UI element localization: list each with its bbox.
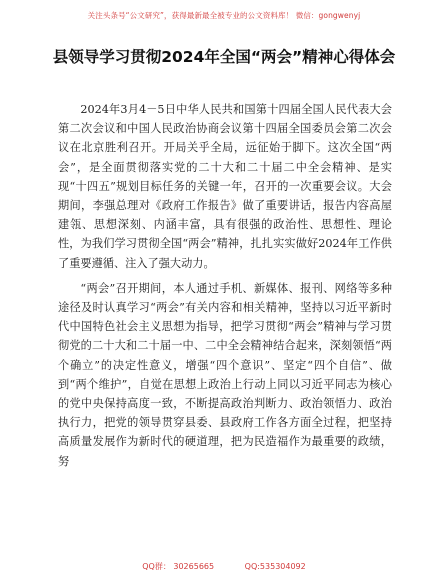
footer-qq: QQ:535304092	[244, 562, 306, 571]
document-body	[58, 100, 392, 471]
header-banner: 关注头条号“公文研究”，获得最新最全被专业的公文资料库！ 微信：gongwenyj	[87, 11, 361, 20]
footer	[0, 561, 448, 572]
footer-qq-group: QQ群： 30265665	[142, 562, 215, 571]
paragraph-1: 2024年3月4－5日中华人民共和国第十四届全国人民代表大会第二次会议和中国人民政治协商会议第十四届全国委员会第二次会议在北京胜利召开。开局关乎全局，远征始于脚下。这次全国“两会”，是全面贯彻落实党的二十大和二十届二中全会精神、是实现“十四五”规划目标任务的关键一年，召开的一次重要会议。大会期间，李强总理对《政府工作报告》做了重要讲话，报告内容高屋建瓴、思想深刻、内涵丰富，具有很强的政治性、思想性、理论性，为我们学习贯彻全国“两会”精神，扎扎实实做好2024年工作供了重要遵循、注入了强大动力。	[58, 103, 392, 270]
paragraph-2: “两会”召开期间，本人通过手机、新媒体、报刊、网络等多种途径及时认真学习“两会”有关内容和相关精神，坚持以习近平新时代中国特色社会主义思想为指导，把学习贯彻“两会”精神与学习贯彻党的二十大和二十届一中、二中全会精神结合起来，深刻领悟“两个确立”的决定性意义，增强“四个意识”、坚定“四个自信”、做到“两个维护”，自觉在思想上政治上行动上同以习近平同志为核心的党中央保持高度一致，不断提高政治判断力、政治领悟力、政治执行力，把党的领导贯穿县委、县政府工作各方面全过程，把坚持高质量发展作为新时代的硬道理，把为民造福作为最重要的政绩，努	[58, 281, 392, 468]
document-title: 县领导学习贯彻2024年全国“两会”精神心得体会	[52, 48, 396, 66]
